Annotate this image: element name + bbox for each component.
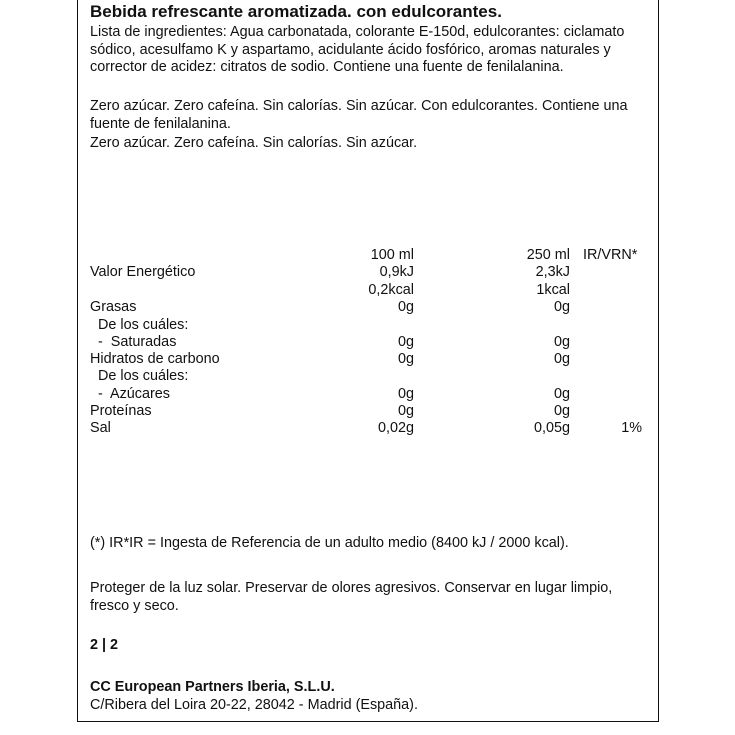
page-indicator: 2 | 2 xyxy=(90,637,119,653)
product-title: Bebida refrescante aromatizada. con edulcorantes. xyxy=(90,2,502,21)
row-label-salt: Sal xyxy=(90,420,111,436)
row-label-carbohydrates: Hidratos de carbono xyxy=(90,351,220,367)
row-value-100ml: 0g xyxy=(397,386,414,402)
company-name: CC European Partners Iberia, S.L.U. xyxy=(90,679,335,695)
row-value-250ml: 0g xyxy=(553,386,570,402)
storage-instructions: Proteger de la luz solar. Preservar de olores agresivos. Conservar en lugar limpio, fresco y seco. xyxy=(90,580,613,614)
row-value-100ml: 0g xyxy=(397,351,414,367)
product-label xyxy=(77,0,659,722)
row-label-of-which: De los cuáles: xyxy=(90,368,189,384)
header-ri: IR/VRN* xyxy=(583,247,638,263)
company-address: C/Ribera del Loira 20-22, 28042 - Madrid (España). xyxy=(90,697,418,713)
row-value-100ml: 0,2kcal xyxy=(368,282,414,298)
row-value-250ml: 1kcal xyxy=(536,282,570,298)
row-value-100ml: 0,9kJ xyxy=(379,264,414,280)
row-label-sugars: - Azúcares xyxy=(90,386,170,402)
reference-footnote: (*) IR*IR = Ingesta de Referencia de un adulto medio (8400 kJ / 2000 kcal). xyxy=(90,535,569,551)
row-value-250ml: 0g xyxy=(553,403,570,419)
row-label-energy: Valor Energético xyxy=(90,264,196,280)
row-value-250ml: 0g xyxy=(553,334,570,350)
row-value-100ml: 0,02g xyxy=(377,420,414,436)
row-value-ri: 1% xyxy=(621,420,642,436)
row-label-saturated: - Saturadas xyxy=(90,334,177,350)
header-250ml: 250 ml xyxy=(526,247,570,263)
claim-text-2: Zero azúcar. Zero cafeína. Sin calorías. Sin azúcar. xyxy=(90,135,418,151)
row-value-100ml: 0g xyxy=(397,334,414,350)
claim-text-1: Zero azúcar. Zero cafeína. Sin calorías. Sin azúcar. Con edulcorantes. Contiene una fuente de fenilalanina. xyxy=(90,98,628,132)
row-label-fat: Grasas xyxy=(90,299,137,315)
row-label-protein: Proteínas xyxy=(90,403,152,419)
header-100ml: 100 ml xyxy=(370,247,414,263)
row-label-of-which: De los cuáles: xyxy=(90,317,189,333)
ingredients-text: Lista de ingredientes: Agua carbonatada, colorante E-150d, edulcorantes: ciclamato sódico, acesulfamo K y aspartamo, acidulante ácido fosfórico, aromas naturales y corrector de acidez: citratos de sodio. Contiene una fuente de fenilalanina. xyxy=(90,24,625,75)
row-value-100ml: 0g xyxy=(397,299,414,315)
row-value-250ml: 2,3kJ xyxy=(535,264,570,280)
row-value-250ml: 0,05g xyxy=(533,420,570,436)
row-value-100ml: 0g xyxy=(397,403,414,419)
row-value-250ml: 0g xyxy=(553,351,570,367)
row-value-250ml: 0g xyxy=(553,299,570,315)
